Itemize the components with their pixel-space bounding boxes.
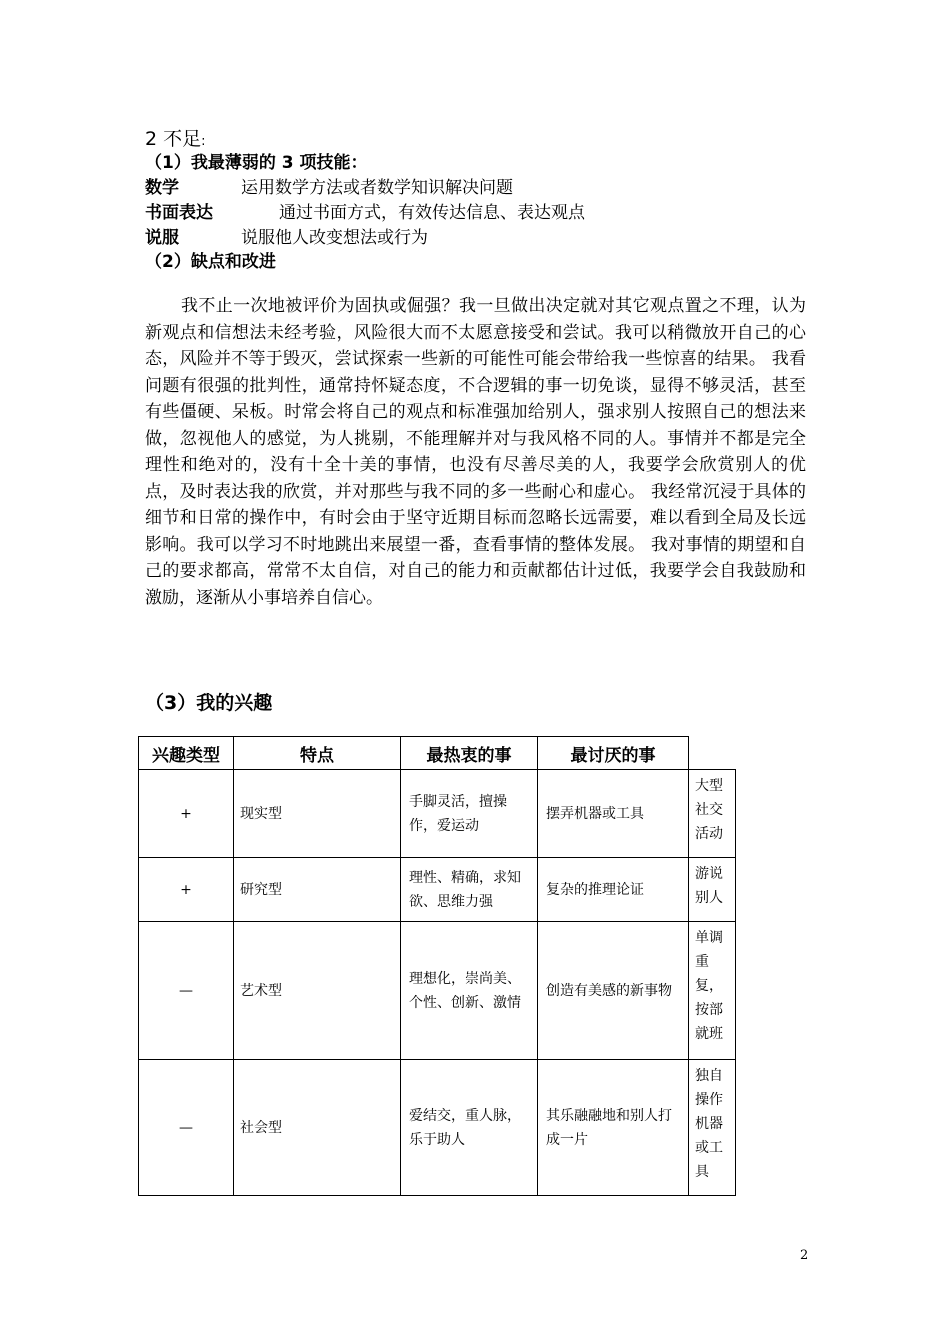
table-header-row xyxy=(139,737,736,770)
column-header-dislike: 最讨厌的事 xyxy=(538,737,689,770)
section-title: 不足 xyxy=(163,128,202,150)
cell-features: 爱结交，重人脉，乐于助人 xyxy=(401,1060,538,1196)
shortcomings-heading: （2）缺点和改进 xyxy=(145,252,276,272)
page-number: 2 xyxy=(800,1248,809,1263)
cell-sign: + xyxy=(139,858,234,922)
cell-type: 艺术型 xyxy=(234,922,401,1060)
cell-dislike: 大型社交活动 xyxy=(689,770,736,858)
cell-favorite: 创造有美感的新事物 xyxy=(538,922,689,1060)
skill-desc-writing: 通过书面方式，有效传达信息、表达观点 xyxy=(279,203,585,223)
table-row xyxy=(139,858,736,922)
cell-favorite: 复杂的推理论证 xyxy=(538,858,689,922)
cell-favorite: 摆弄机器或工具 xyxy=(538,770,689,858)
cell-sign: — xyxy=(139,1060,234,1196)
cell-favorite: 其乐融融地和别人打成一片 xyxy=(538,1060,689,1196)
cell-sign: — xyxy=(139,922,234,1060)
cell-sign: + xyxy=(139,770,234,858)
table-row xyxy=(139,770,736,858)
table-row xyxy=(139,1060,736,1196)
interest-table xyxy=(138,736,736,1196)
cell-type: 社会型 xyxy=(234,1060,401,1196)
cell-dislike: 游说别人 xyxy=(689,858,736,922)
interests-heading: （3）我的兴趣 xyxy=(145,692,273,714)
section-number: 2 xyxy=(145,128,158,150)
shortcomings-paragraph: 我不止一次地被评价为固执或倔强？我一旦做出决定就对其它观点置之不理，认为新观点和信想法未经考验，风险很大而不太愿意接受和尝试。我可以稍微放开自己的心态，风险并不等于毁灭，尝试探索一些新的可能性可能会带给我一些惊喜的结果。 我看问题有很强的批判性，通常持怀疑态度，不合逻辑的事一切免谈，显得不够灵活，甚至有些僵硬、呆板。时常会将自己的观点和标准强加给别人，强求别人按照自己的想法来做，忽视他人的感觉，为人挑剔，不能理解并对与我风格不同的人。事情并不都是完全理性和绝对的，没有十全十美的事情，也没有尽善尽美的人，我要学会欣赏别人的优点，及时表达我的欣赏，并对那些与我不同的多一些耐心和虚心。 我经常沉浸于具体的细节和日常的操作中，有时会由于坚守近期目标而忽略长远需要，难以看到全局及长远影响。我可以学习不时地跳出来展望一番，查看事情的整体发展。 我对事情的期望和自己的要求都高，常常不太自信，对自己的能力和贡献都估计过低，我要学会自我鼓励和激励，逐渐从小事培养自信心。 xyxy=(145,296,806,608)
cell-type: 现实型 xyxy=(234,770,401,858)
column-header-features: 特点 xyxy=(234,737,401,770)
column-header-type: 兴趣类型 xyxy=(139,737,234,770)
skill-desc-persuasion: 说服他人改变想法或行为 xyxy=(241,228,428,248)
skill-name-writing: 书面表达 xyxy=(145,203,213,223)
cell-features: 手脚灵活，擅操作，爱运动 xyxy=(401,770,538,858)
section-heading xyxy=(145,127,206,154)
blank-header-cell xyxy=(689,737,736,770)
cell-dislike: 独自操作机器或工具 xyxy=(689,1060,736,1196)
skill-name-persuasion: 说服 xyxy=(145,228,179,248)
cell-features: 理性、精确，求知欲、思维力强 xyxy=(401,858,538,922)
skill-desc-math: 运用数学方法或者数学知识解决问题 xyxy=(241,178,513,198)
table-row xyxy=(139,922,736,1060)
cell-features: 理想化，崇尚美、个性、创新、激情 xyxy=(401,922,538,1060)
weak-skills-heading: （1）我最薄弱的 3 项技能： xyxy=(145,153,368,173)
cell-dislike: 单调重复，按部就班 xyxy=(689,922,736,1060)
column-header-favorite: 最热衷的事 xyxy=(401,737,538,770)
section-colon: : xyxy=(201,134,206,149)
cell-type: 研究型 xyxy=(234,858,401,922)
skill-name-math: 数学 xyxy=(145,178,179,198)
